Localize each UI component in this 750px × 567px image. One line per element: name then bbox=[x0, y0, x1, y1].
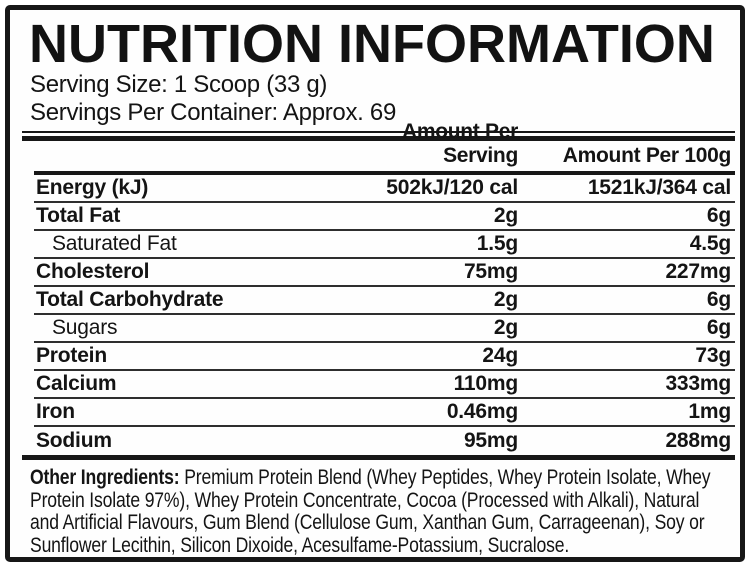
amount-per-100g: 333mg bbox=[665, 372, 731, 395]
amount-per-serving: 75mg bbox=[463, 260, 518, 283]
nutrition-label bbox=[5, 5, 745, 562]
amount-per-100g: 6g bbox=[706, 288, 731, 311]
table-row bbox=[34, 427, 735, 455]
label-title: NUTRITION INFORMATION bbox=[29, 14, 715, 74]
table-row bbox=[34, 203, 735, 231]
amount-per-serving: 502kJ/120 cal bbox=[386, 176, 518, 199]
table-row bbox=[34, 399, 735, 427]
other-ingredients-label: Other Ingredients: bbox=[30, 465, 180, 489]
nutrient-name: Total Fat bbox=[36, 204, 121, 227]
amount-per-serving: 95mg bbox=[463, 429, 518, 452]
nutrient-name: Energy (kJ) bbox=[36, 176, 149, 199]
amount-per-100g: 4.5g bbox=[689, 232, 731, 255]
amount-per-serving: 110mg bbox=[453, 372, 518, 395]
table-header-row bbox=[34, 120, 735, 175]
amount-per-100g: 1521kJ/364 cal bbox=[587, 176, 731, 199]
nutrient-name: Iron bbox=[36, 400, 75, 423]
amount-per-100g: 6g bbox=[706, 316, 731, 339]
amount-per-serving: 24g bbox=[482, 344, 518, 367]
table-row bbox=[34, 371, 735, 399]
nutrient-name: Calcium bbox=[36, 372, 117, 395]
table-row bbox=[34, 175, 735, 203]
amount-per-serving: 2g bbox=[493, 288, 518, 311]
nutrient-name: Total Carbohydrate bbox=[36, 288, 224, 311]
table-row bbox=[34, 231, 735, 259]
amount-per-100g: 6g bbox=[706, 204, 731, 227]
amount-per-100g: 227mg bbox=[665, 260, 731, 283]
table-row bbox=[34, 259, 735, 287]
serving-size: Serving Size: 1 Scoop (33 g) bbox=[30, 71, 328, 98]
nutrient-name: Sugars bbox=[52, 316, 118, 339]
nutrient-name: Sodium bbox=[36, 429, 112, 452]
nutrient-name: Protein bbox=[36, 344, 107, 367]
table-row bbox=[34, 343, 735, 371]
amount-per-serving: 1.5g bbox=[476, 232, 518, 255]
other-ingredients bbox=[30, 466, 724, 556]
col-header-per-100g: Amount Per 100g bbox=[562, 144, 731, 167]
amount-per-serving: 0.46mg bbox=[446, 400, 518, 423]
other-ingredients-text: Premium Protein Blend (Whey Peptides, Whey Protein Isolate, Whey Protein Isolate 97%), Whey Protein Concentrate, Cocoa (Processed with Alkali), Natural and Artificial Flavours, Gum Blend (Cellulose Gum, Xanthan Gum, Carrageenan), Soy or Sunflower Lecithin, Silicon Dixoide, Acesulfame-Potassium, Sucralose. bbox=[30, 465, 711, 557]
amount-per-serving: 2g bbox=[493, 204, 518, 227]
amount-per-100g: 73g bbox=[695, 344, 731, 367]
nutrition-table bbox=[34, 120, 735, 455]
thick-rule-divider bbox=[22, 455, 735, 460]
table-row bbox=[34, 287, 735, 315]
nutrient-name: Saturated Fat bbox=[52, 232, 177, 255]
table-row bbox=[34, 315, 735, 343]
nutrient-name: Cholesterol bbox=[36, 260, 150, 283]
amount-per-100g: 288mg bbox=[665, 429, 731, 452]
col-header-per-serving: Amount Per Serving bbox=[401, 120, 518, 167]
amount-per-100g: 1mg bbox=[688, 400, 731, 423]
nutrition-table-body bbox=[34, 175, 735, 455]
amount-per-serving: 2g bbox=[493, 316, 518, 339]
servings-per-container: Servings Per Container: Approx. 69 bbox=[30, 99, 397, 126]
